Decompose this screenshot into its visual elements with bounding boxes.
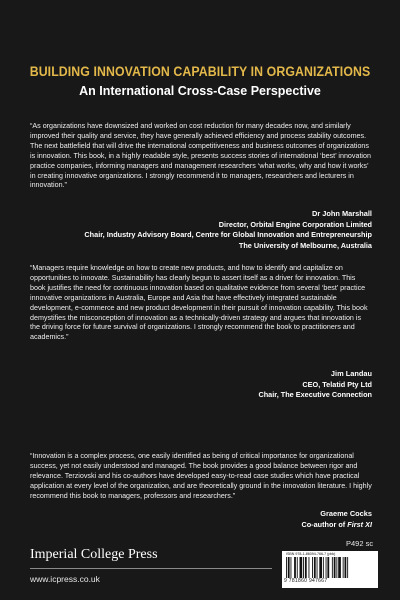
endorser-affiliation: The University of Melbourne, Australia [238,240,372,250]
endorser-name: Dr John Marshall [312,209,372,218]
endorsement-quote-2: “Managers require knowledge on how to create new products, and how to identify and capitalize on opportunities to innovate. Sustainability has clearly begun to assert itself as a driver for innovation. This book justifies the need for continuous innovation based on qualitative evidence from several ‘best’ practice innovative organizations in Australia, Europe and Asia that have effectively integrated sustainable development, e-commerce and new product development in their pursuit of innovation capability. This book demystifies the misconception of innovation as a technically-driven strategy and argues that innovation is the driving force for future survival of organizations. I strongly recommend the book to practitioners and academics.” [30,264,368,342]
publisher-name: Imperial College Press [30,547,158,562]
endorser-name: Jim Landau [330,369,372,378]
endorser-title: Chair, Industry Advisory Board, Centre for Global Innovation and Entrepreneurship [84,230,372,240]
endorser-title: Chair, The Executive Connection [258,390,372,400]
endorsement-attribution-2 [258,369,372,401]
endorser-title: CEO, Telatid Pty Ltd [302,379,372,389]
endorsement-quote-1: “As organizations have downsized and worked on cost reduction for many decades now, and similarly improved their quality and service, they have generally achieved efficiency and process stability outcomes. The next battlefield that will drive the international competitiveness and business outcomes of organizations is innovation. This book, in a highly readable style, presents success stories of international ‘best’ innovation practice companies, informing managers and management researchers ‘what works, why and how it works’ in creating innovative organizations. I strongly recommend it to managers, researchers and lecturers in innovation.” [30,122,371,190]
book-subtitle: An International Cross-Case Perspective [79,84,321,98]
endorsement-attribution-3 [301,509,372,530]
barcode-digits: 9 781860 947667 [284,578,328,584]
barcode [282,551,378,588]
endorsement-quote-3: “Innovation is a complex process, one easily identified as being of critical importance for organizational success, yet not easily understood and managed. The book provides a good balance between rigor and relevance. Terziovski and his co-authors have developed easy-to-read case studies which have practical application at every level of the organization, and are theoretically ground in the innovation literature. I highly recommend this book to managers, professors and researchers.” [30,452,372,500]
book-title: BUILDING INNOVATION CAPABILITY IN ORGANIZATIONS [29,64,371,79]
endorsement-attribution-1 [84,209,372,251]
coauthor-prefix: Co-author of [301,519,348,529]
price-code: P492 sc [346,539,374,548]
isbn-label: ISBN 978-1-86094-766-7 (pbk) [286,552,336,556]
endorser-title: Director, Orbital Engine Corporation Limited [218,219,372,229]
publisher-url[interactable]: www.icpress.co.uk [30,574,100,584]
endorser-name: Graeme Cocks [320,509,372,518]
endorser-title [301,520,372,531]
footer-divider [30,568,272,569]
barcode-icon [286,557,374,578]
book-reference: First XI [347,519,372,529]
